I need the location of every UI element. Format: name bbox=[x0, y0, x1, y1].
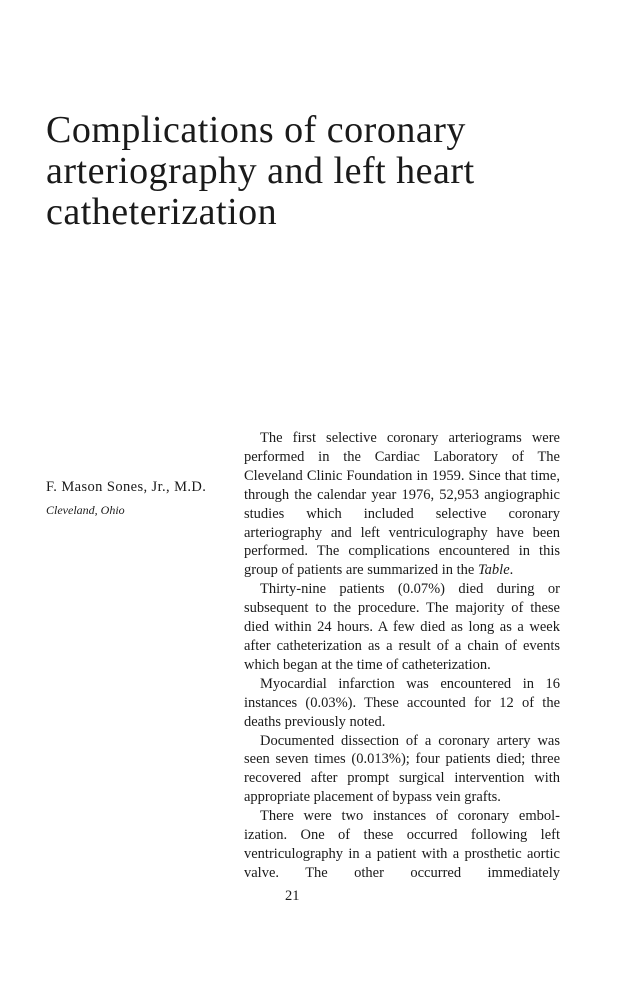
author-name: F. Mason Sones, Jr., M.D. bbox=[46, 479, 207, 495]
paragraph-1-text: The first selective coronary arteriograms were performed in the Cardiac Laboratory of The Cleveland Clinic Foundation in 1959. Since that time, through the calendar year 1976, 52,953 angiographic studies which included selective coronary arteriography and left ventriculography have been performed. The complications encountered in this group of patients are summarized in the bbox=[244, 430, 560, 579]
title-line-3: catheterization bbox=[46, 191, 278, 233]
article-title bbox=[46, 110, 606, 233]
author-affiliation: Cleveland, Ohio bbox=[46, 503, 125, 517]
title-line-2: arteriography and left heart bbox=[46, 150, 475, 192]
body-text-column bbox=[244, 429, 560, 883]
paragraph-3: Myocardial infarction was encountered in 16 instances (0.03%). These accounted for 12 of the deaths previously noted. bbox=[244, 675, 560, 730]
page-number: 21 bbox=[285, 888, 300, 904]
paragraph-2: Thirty-nine patients (0.07%) died during or subsequent to the procedure. The majority of these died within 24 hours. A few died as long as a week after catheterization as a result of a chain of events which began at the time of catheterization. bbox=[244, 581, 560, 673]
paragraph-1 bbox=[244, 429, 560, 580]
paragraph-1-end: . bbox=[509, 562, 514, 579]
paragraph-4: Documented dissection of a coronary artery was seen seven times (0.013%); four patients died; three recovered after prompt surgical intervention with appropriate placement of bypass vein grafts. bbox=[244, 732, 560, 806]
paragraph-5: There were two instances of coronary embolization. One of these occurred following left ventriculography in a patient with a prosthetic aortic valve. The other occurred immediately bbox=[244, 808, 560, 881]
title-line-1: Complications of coronary bbox=[46, 109, 466, 151]
table-reference: Table bbox=[477, 562, 510, 579]
